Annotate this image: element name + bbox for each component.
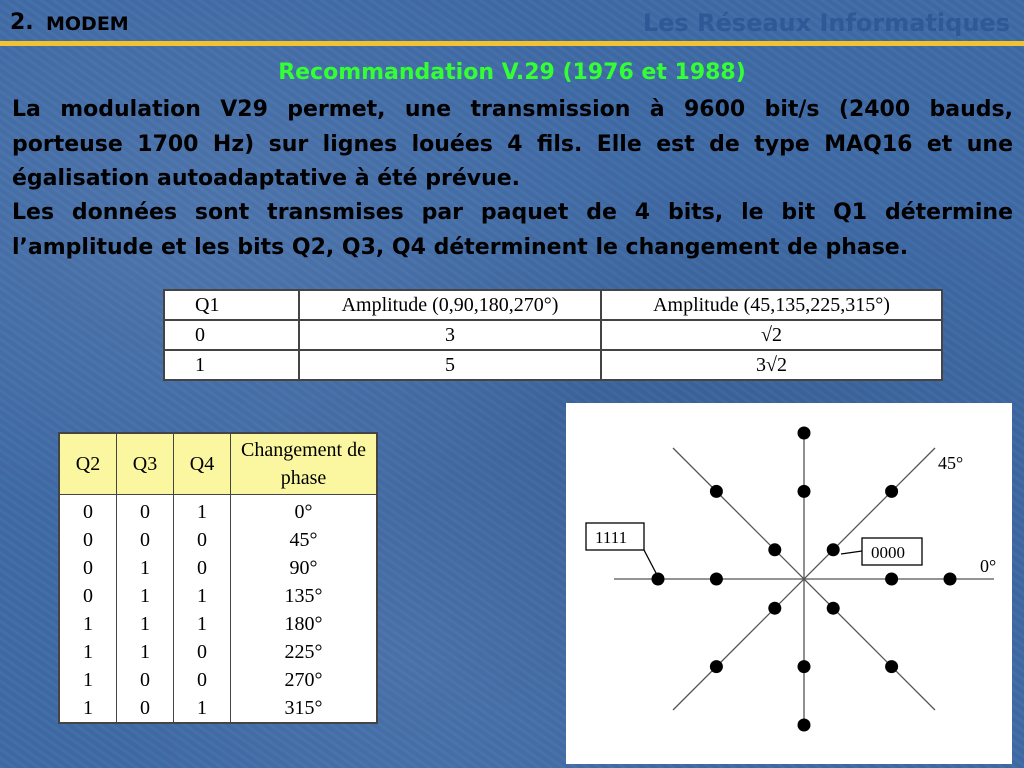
constellation-diagram — [566, 403, 1012, 764]
constellation-point — [885, 660, 898, 673]
paragraph-modulation: La modulation V29 permet, une transmission à 9600 bit/s (2400 bauds, porteuse 1700 Hz) sur lignes louées 4 fils. Elle est de type MAQ16 et une égalisation autoadaptative à été prévue. — [12, 97, 1013, 191]
table-row — [59, 554, 377, 582]
table-row — [59, 694, 377, 723]
constellation-point — [798, 427, 811, 440]
amplitude-table — [163, 289, 943, 381]
table-cell: 270° — [231, 666, 378, 694]
table-row — [59, 495, 377, 527]
constellation-point — [710, 573, 723, 586]
table-cell: 1 — [83, 669, 93, 691]
constellation-point — [885, 485, 898, 498]
table-cell: 1 — [83, 613, 93, 635]
table-header-cell: Changement de phase — [231, 433, 378, 495]
table-cell: 0 — [83, 501, 93, 523]
table-cell: 1 — [174, 610, 231, 638]
table-cell: 0 — [174, 638, 231, 666]
phase-table-body — [59, 495, 377, 724]
table-header-row — [164, 290, 942, 320]
constellation-point — [768, 543, 781, 556]
table-header-cell: Q2 — [59, 433, 117, 495]
table-cell: 0 — [117, 666, 174, 694]
title-divider — [0, 41, 1024, 46]
table-cell: √2 — [601, 320, 942, 350]
table-row — [59, 666, 377, 694]
table-cell: 1 — [117, 638, 174, 666]
table-header-cell: Q4 — [174, 433, 231, 495]
constellation-point — [768, 602, 781, 615]
constellation-point — [710, 485, 723, 498]
table-row — [164, 350, 942, 380]
table-cell: 225° — [231, 638, 378, 666]
table-cell: 3 — [299, 320, 601, 350]
phase-change-table — [58, 432, 378, 724]
table-cell: 0 — [83, 585, 93, 607]
table-cell: 1 — [117, 610, 174, 638]
slide-subtitle: Recommandation V.29 (1976 et 1988) — [278, 60, 746, 85]
table-cell: 1 — [83, 697, 93, 719]
callout-pointer-0000 — [841, 551, 862, 554]
table-cell: 1 — [83, 641, 93, 663]
table-cell: 90° — [231, 554, 378, 582]
table-cell: 1 — [174, 495, 231, 527]
constellation-point — [710, 660, 723, 673]
table-cell: 0 — [117, 526, 174, 554]
callout-pointer-1111 — [644, 550, 656, 573]
table-cell: 1 — [117, 582, 174, 610]
constellation-svg — [566, 403, 1012, 764]
constellation-axes — [614, 437, 997, 723]
table-cell: 1 — [117, 554, 174, 582]
table-cell: 1 — [174, 582, 231, 610]
table-row — [59, 638, 377, 666]
table-header-row — [59, 433, 377, 495]
table-row — [59, 610, 377, 638]
table-cell: 1 — [164, 350, 299, 380]
table-cell: 135° — [231, 582, 378, 610]
table-row — [59, 582, 377, 610]
table-cell: 0 — [83, 529, 93, 551]
constellation-point — [798, 485, 811, 498]
constellation-point — [652, 573, 665, 586]
paragraph-data-bits: Les données sont transmises par paquet de 4 bits, le bit Q1 détermine l’amplitude et les bits Q2, Q3, Q4 déterminent le changement de phase. — [12, 200, 1013, 260]
table-row — [59, 526, 377, 554]
table-cell: 0 — [117, 694, 174, 723]
table-cell: 180° — [231, 610, 378, 638]
table-cell: 0 — [117, 495, 174, 527]
table-cell: 1 — [174, 694, 231, 723]
table-header-cell: Q1 — [164, 290, 299, 320]
table-cell: 0 — [83, 557, 93, 579]
constellation-point — [798, 719, 811, 732]
table-cell: 5 — [299, 350, 601, 380]
table-cell: 3√2 — [601, 350, 942, 380]
constellation-point — [885, 573, 898, 586]
table-cell: 0° — [231, 495, 378, 527]
table-header-cell: Amplitude (45,135,225,315°) — [601, 290, 942, 320]
slide-section-title: MODEM — [46, 13, 129, 35]
constellation-point — [798, 660, 811, 673]
slide-number: 2. — [10, 10, 34, 35]
slide-watermark: Les Réseaux Informatiques — [642, 9, 1010, 37]
table-cell: 0 — [164, 320, 299, 350]
angle-label-0: 0° — [980, 556, 997, 576]
table-cell: 0 — [174, 554, 231, 582]
table-cell: 45° — [231, 526, 378, 554]
table-header-cell: Q3 — [117, 433, 174, 495]
constellation-point — [827, 602, 840, 615]
table-cell: 315° — [231, 694, 378, 723]
constellation-point — [827, 543, 840, 556]
point-label-0000: 0000 — [871, 543, 905, 562]
point-label-1111: 1111 — [595, 528, 628, 547]
table-header-cell: Amplitude (0,90,180,270°) — [299, 290, 601, 320]
table-cell: 0 — [174, 666, 231, 694]
table-row — [164, 320, 942, 350]
constellation-point — [944, 573, 957, 586]
angle-label-45: 45° — [938, 453, 964, 473]
table-cell: 0 — [174, 526, 231, 554]
